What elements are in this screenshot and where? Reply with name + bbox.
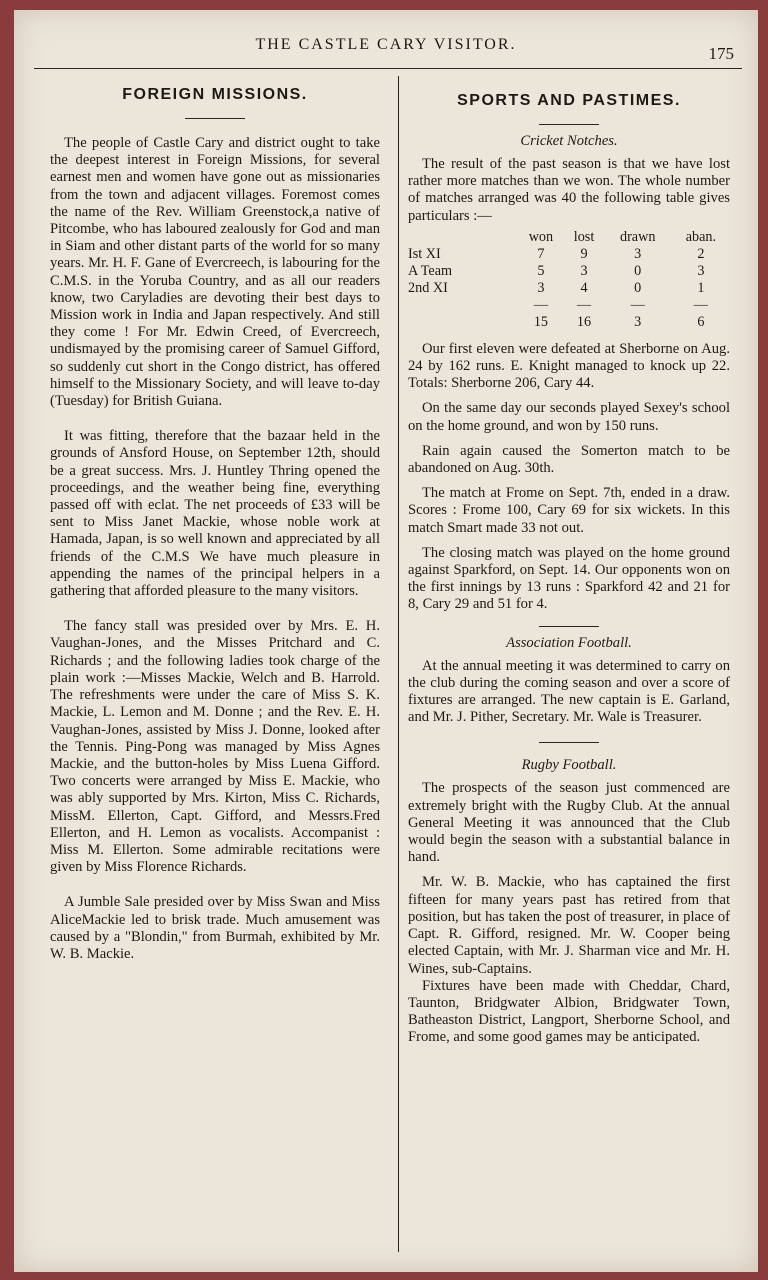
paragraph: The result of the past season is that we have lost rather more matches than we won. The whole number of matches arranged was 40 the following table gives particulars :— <box>408 156 730 224</box>
cricket-results-table <box>408 229 730 331</box>
team-name: A Team <box>408 262 453 279</box>
table-totals-row <box>408 314 730 331</box>
paragraph: The people of Castle Cary and district ought to take the deepest interest in Foreign Missions, for several earnest men and women have gone out as missionaries from the town and adjacent villages. Foremost comes the name of the Rev. William Greenstock,a native of Pitcombe, who has laboured zealously for God and man in Siam and other distant parts of the world for so many years. Mr. H. F. Gane of Evercreech, is labouring for the C.M.S. in the Yoruba Country, and as all our readers know, two Caryladies are devoting their best days to Mission work in India and Japan respectively. And still they come ! For Mr. Edwin Creed, of Evercreech, undismayed by the promising career of Samuel Gifford, so suddenly cut short in the Congo district, has offered himself to the Missionary Society, and will leave to-day (Tuesday) for British Guiana. <box>50 135 380 410</box>
paragraph: The fancy stall was presided over by Mrs. E. H. Vaughan-Jones, and the Misses Pritchard and C. Richards ; and the following ladies took charge of the plain work :—Misses Mackie, Welch and B. Harrold. The refreshments were under the care of Miss S. K. Mackie, L. Lemon and M. Donne ; and the Rev. E. H. Vaughan-Jones, assisted by Miss J. Donne, looked after the Tennis. Ping-Pong was managed by Miss Agnes Mackie, and the button-holes by Miss Luena Gifford. Two concerts were arranged by Miss E. Mackie, who was ably supported by Mrs. Kirton, Miss C. Richards, MissM. Ellerton, Capt. Gifford, and Messrs.Fred Ellerton, and H. Lemon as vocalists. Accompanist : Miss M. Ellerton. Some admirable recitations were given by Miss Florence Richards. <box>50 618 380 876</box>
column-header: lost <box>573 228 595 245</box>
running-head-title: THE CASTLE CARY VISITOR. <box>255 36 517 53</box>
column-header: aban. <box>685 228 717 245</box>
header-rule <box>34 68 742 69</box>
cell: 9 <box>580 245 588 262</box>
paragraph: The prospects of the season just commenced are extremely bright with the Rugby Club. At the annual General Meeting it was announced that the Club would begin the season with a substantial balance in hand. <box>408 780 730 866</box>
separator: — <box>533 296 548 313</box>
column-header: won <box>528 228 554 245</box>
heading-rule <box>185 118 245 119</box>
foreign-missions-heading: FOREIGN MISSIONS. <box>122 86 308 103</box>
cell: 0 <box>634 262 642 279</box>
cell: 3 <box>634 245 642 262</box>
team-name: 2nd XI <box>408 279 448 296</box>
cell: 5 <box>537 262 545 279</box>
rugby-subheading: Rugby Football. <box>521 757 617 774</box>
paragraph: At the annual meeting it was determined to carry on the club during the coming season and over a score of fixtures are arranged. The new captain is E. Garland, and Mr. J. Pither, Secretary. Mr. Wale is Treasurer. <box>408 657 730 726</box>
section-rule <box>539 742 599 743</box>
cell: 7 <box>537 245 545 262</box>
separator: — <box>693 296 708 313</box>
paragraph: The match at Frome on Sept. 7th, ended in a draw. Scores : Frome 100, Cary 69 for six wickets. In this match Smart made 33 not out. <box>408 485 730 536</box>
column-header: drawn <box>619 228 656 245</box>
cell: 1 <box>697 279 705 296</box>
column-divider <box>398 76 399 1252</box>
foreign-missions-column <box>50 78 380 981</box>
cell: 3 <box>537 279 545 296</box>
total-cell: 6 <box>697 313 705 330</box>
sports-heading: SPORTS AND PASTIMES. <box>457 92 681 109</box>
paragraph: Rain again caused the Somerton match to be abandoned on Aug. 30th. <box>408 442 730 477</box>
heading-rule <box>539 124 599 125</box>
paragraph: On the same day our seconds played Sexey's school on the home ground, and won by 150 runs. <box>408 400 730 434</box>
table-row <box>408 280 730 297</box>
sports-column <box>408 84 730 1055</box>
table-row <box>408 263 730 280</box>
total-cell: 3 <box>634 313 642 330</box>
cell: 0 <box>634 279 642 296</box>
cell: 3 <box>580 262 588 279</box>
separator: — <box>630 296 645 313</box>
table-row <box>408 246 730 263</box>
paragraph: The closing match was played on the home ground against Sparkford, on Sept. 14. Our opponents won on the first innings by 13 runs : Sparkford 42 and 21 for 8, Cary 29 and 51 for 4. <box>408 544 730 613</box>
total-cell: 16 <box>576 313 592 330</box>
paragraph: Mr. W. B. Mackie, who has captained the first fifteen for many years past has retired from that position, but has taken the post of treasurer, in place of Capt. R. Gifford, resigned. Mr. W. Cooper being elected Captain, with Mr. J. Sharman vice and Mr. H. Wines, sub-Captains. <box>408 874 730 977</box>
total-cell: 15 <box>533 313 548 330</box>
association-subheading: Association Football. <box>506 634 632 651</box>
paragraph: Fixtures have been made with Cheddar, Chard, Taunton, Bridgwater Albion, Bridgwater Town, Batheaston District, Langport, Sherborne School, and Frome, and some good games may be anticipated. <box>408 977 730 1046</box>
cell: 2 <box>697 245 705 262</box>
section-rule <box>539 626 599 627</box>
magazine-page <box>14 10 758 1272</box>
table-separator-row <box>408 297 730 314</box>
table-header-row <box>408 229 730 246</box>
separator: — <box>576 296 592 313</box>
cricket-subheading: Cricket Notches. <box>520 133 618 149</box>
paragraph: Our first eleven were defeated at Sherborne on Aug. 24 by 162 runs. E. Knight managed to knock up 22. Totals: Sherborne 206, Cary 44. <box>408 340 730 392</box>
team-name: Ist XI <box>408 245 441 262</box>
cell: 4 <box>580 279 588 296</box>
cell: 3 <box>697 262 705 279</box>
paragraph: A Jumble Sale presided over by Miss Swan and Miss AliceMackie led to brisk trade. Much amusement was caused by a "Blondin," from Burmah, exhibited by Mr. W. B. Mackie. <box>50 894 380 962</box>
page-number: 175 <box>708 44 734 63</box>
paragraph: It was fitting, therefore that the bazaar held in the grounds of Ansford House, on September 12th, should be a great success. Mrs. J. Huntley Thring opened the proceedings, and the weather being fine, everything passed off with eclat. The net proceeds of £33 will be sent to Miss Janet Mackie, whose noble work at Hamada, Japan, is so well known and appreciated by all friends of the C.M.S We have much pleasure in appending the names of the principal helpers in a gathering that afforded pleasure to the many visitors. <box>50 428 380 600</box>
